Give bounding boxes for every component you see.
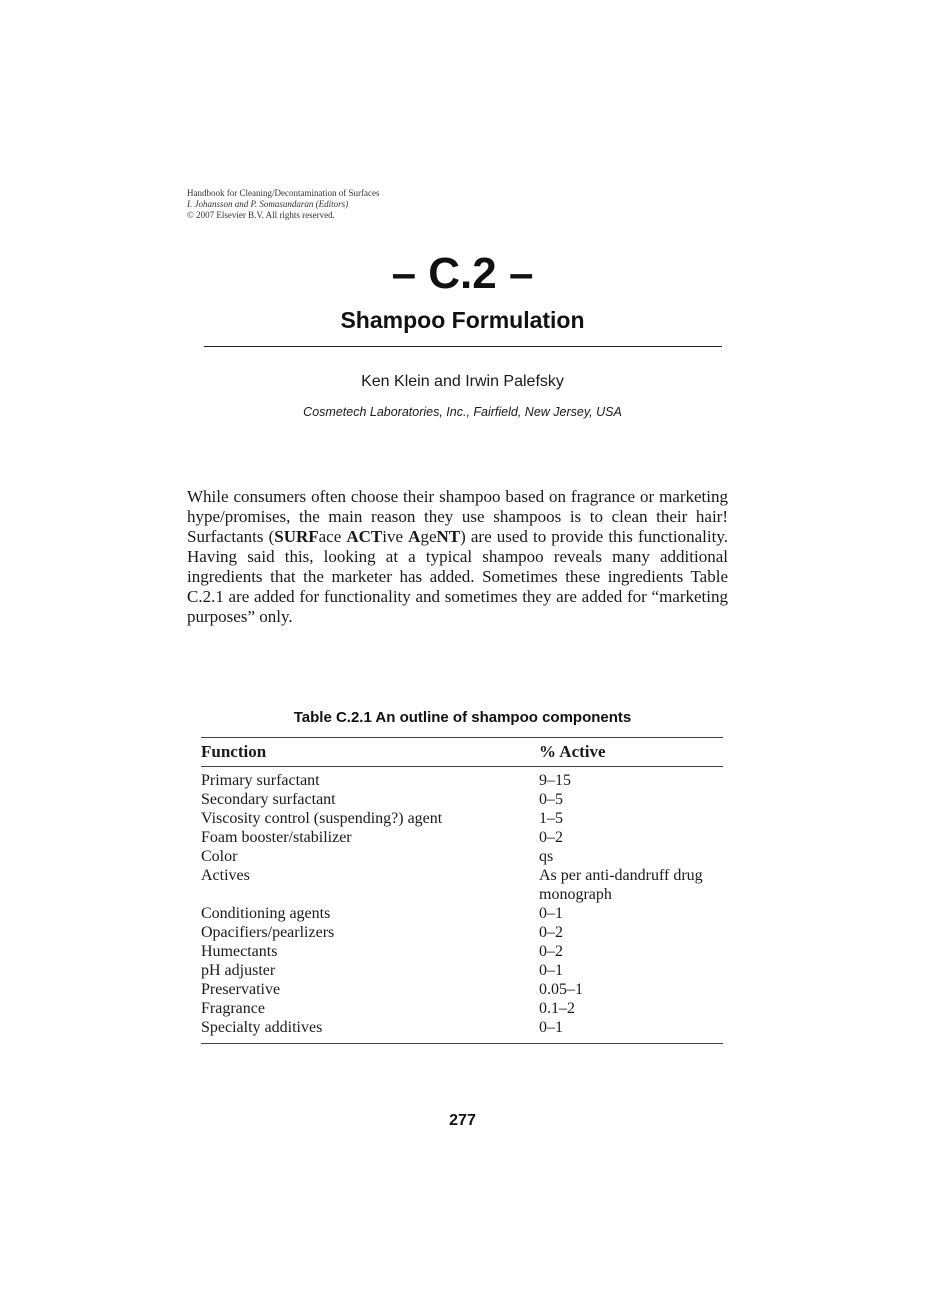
cell-percent: 0–2 bbox=[539, 924, 563, 941]
table-row bbox=[201, 847, 723, 866]
cell-percent: 9–15 bbox=[539, 772, 571, 789]
components-table bbox=[201, 737, 723, 1044]
affiliation: Cosmetech Laboratories, Inc., Fairfield, New Jersey, USA bbox=[303, 405, 622, 419]
table-caption: Table C.2.1 An outline of shampoo components bbox=[293, 709, 632, 726]
acronym-a: A bbox=[408, 527, 421, 546]
cell-function: Actives bbox=[201, 867, 250, 884]
cell-percent: 0–5 bbox=[539, 791, 563, 808]
cell-function: Secondary surfactant bbox=[201, 791, 336, 808]
cell-percent: 0–1 bbox=[539, 962, 563, 979]
table-body bbox=[201, 767, 723, 1043]
header-percent-active: % Active bbox=[539, 742, 606, 761]
chapter-number: – C.2 – bbox=[391, 249, 534, 298]
table-row bbox=[201, 771, 723, 790]
acronym-ive: ive bbox=[382, 527, 409, 546]
cell-percent: 0–2 bbox=[539, 943, 563, 960]
acronym-surf: SURF bbox=[274, 527, 319, 546]
table-bottom-rule bbox=[201, 1043, 723, 1044]
intro-text-end: ) are used to provide this functionality. Having said this, looking at a typical shampoo reveals many additional ingredients that the marketer has added. Sometimes these ingredients Table C.2.1 are added for functionality and sometimes they are added for “marketing purposes” only. bbox=[187, 527, 728, 626]
header-function: Function bbox=[201, 742, 267, 761]
table-row bbox=[201, 904, 723, 923]
cell-percent: 0.05–1 bbox=[539, 981, 583, 998]
cell-percent: qs bbox=[539, 848, 554, 865]
source-note bbox=[187, 188, 379, 221]
intro-paragraph bbox=[187, 487, 728, 627]
title-divider bbox=[204, 346, 722, 347]
cell-function: Foam booster/stabilizer bbox=[201, 829, 352, 846]
table-row bbox=[201, 942, 723, 961]
cell-function: Preservative bbox=[201, 981, 281, 998]
source-note-editors: I. Johansson and P. Somasundaran (Editors) bbox=[187, 199, 349, 209]
cell-function: Humectants bbox=[201, 943, 278, 960]
cell-function: pH adjuster bbox=[201, 962, 276, 979]
table-row bbox=[201, 809, 723, 828]
cell-function: Specialty additives bbox=[201, 1019, 323, 1036]
table-row bbox=[201, 923, 723, 942]
intro-text-start: While consumers often choose their shampoo based on fragrance or marketing hype/promises, the main reason they use shampoos is to clean their hair! Surfactants ( bbox=[187, 487, 728, 546]
table-row bbox=[201, 980, 723, 999]
acronym-face: ace bbox=[318, 527, 347, 546]
table-row bbox=[201, 999, 723, 1018]
cell-function: Conditioning agents bbox=[201, 905, 331, 922]
cell-percent: As per anti-dandruff drug monograph bbox=[539, 867, 703, 903]
cell-function: Opacifiers/pearlizers bbox=[201, 924, 335, 941]
cell-function: Primary surfactant bbox=[201, 772, 320, 789]
acronym-nt: NT bbox=[436, 527, 461, 546]
cell-percent: 0.1–2 bbox=[539, 1000, 575, 1017]
table-row bbox=[201, 866, 723, 904]
table-header-row bbox=[201, 738, 723, 766]
page-number: 277 bbox=[449, 1112, 476, 1129]
authors: Ken Klein and Irwin Palefsky bbox=[361, 373, 564, 390]
cell-percent: 0–1 bbox=[539, 905, 563, 922]
acronym-ge: ge bbox=[420, 527, 437, 546]
cell-percent: 0–1 bbox=[539, 1019, 563, 1036]
acronym-act: ACT bbox=[346, 527, 383, 546]
cell-percent: 1–5 bbox=[539, 810, 563, 827]
source-note-copyright: © 2007 Elsevier B.V. All rights reserved. bbox=[187, 210, 335, 220]
table-row bbox=[201, 828, 723, 847]
source-note-book: Handbook for Cleaning/Decontamination of Surfaces bbox=[187, 188, 380, 198]
chapter-title: Shampoo Formulation bbox=[340, 307, 585, 333]
table-row bbox=[201, 790, 723, 809]
cell-function: Fragrance bbox=[201, 1000, 265, 1017]
table-row bbox=[201, 1018, 723, 1037]
cell-function: Viscosity control (suspending?) agent bbox=[201, 810, 443, 827]
cell-percent: 0–2 bbox=[539, 829, 563, 846]
table-row bbox=[201, 961, 723, 980]
cell-function: Color bbox=[201, 848, 238, 865]
